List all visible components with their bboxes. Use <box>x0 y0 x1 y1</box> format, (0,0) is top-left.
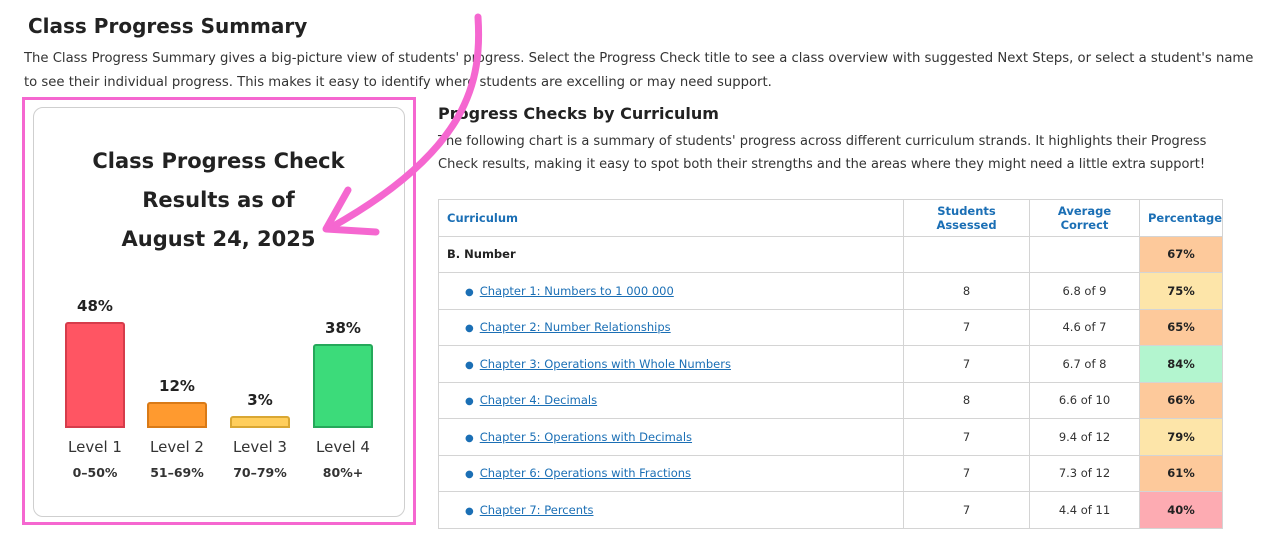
level-3-value-label: 3% <box>247 391 273 409</box>
chapter-link[interactable]: Chapter 5: Operations with Decimals <box>479 429 693 444</box>
header-percentage: Percentage <box>1140 200 1223 237</box>
chapter-cell <box>439 419 904 456</box>
chapter-link[interactable]: Chapter 7: Percents <box>479 502 594 517</box>
chapter-cell <box>439 346 904 383</box>
table-row <box>439 455 1223 492</box>
students-assessed-cell: 7 <box>904 492 1030 529</box>
section-title: Progress Checks by Curriculum <box>438 104 719 123</box>
level-2-value-label: 12% <box>159 376 195 395</box>
average-correct-cell: 6.6 of 10 <box>1030 382 1140 419</box>
level-1-name: Level 1 <box>68 438 122 456</box>
students-assessed-cell: 8 <box>904 273 1030 310</box>
bullet-icon: ● <box>465 286 474 298</box>
students-assessed-cell: 7 <box>904 346 1030 383</box>
chapter-cell <box>439 382 904 419</box>
level-2-range: 51–69% <box>150 465 204 480</box>
percentage-cell: 65% <box>1140 309 1223 346</box>
percentage-cell: 61% <box>1140 455 1223 492</box>
chapter-link[interactable]: Chapter 1: Numbers to 1 000 000 <box>479 283 674 298</box>
section-description: The following chart is a summary of students' progress across different curriculum strands. It highlights their Progress Check results, making it easy to spot both their strengths and the areas where they might need a little extra support! <box>438 134 1207 172</box>
level-1-bar <box>65 322 125 428</box>
curriculum-table <box>438 199 1223 529</box>
level-4-bar <box>313 344 373 428</box>
table-row <box>439 309 1223 346</box>
level-3-name: Level 3 <box>233 438 287 456</box>
chapter-cell <box>439 273 904 310</box>
strand-average <box>1030 236 1140 273</box>
page-title: Class Progress Summary <box>28 14 308 38</box>
average-correct-cell: 6.8 of 9 <box>1030 273 1140 310</box>
percentage-cell: 75% <box>1140 273 1223 310</box>
level-2-name: Level 2 <box>150 438 204 456</box>
chapter-cell <box>439 309 904 346</box>
header-average-correct: Average Correct <box>1030 200 1140 237</box>
bullet-icon: ● <box>465 396 474 408</box>
strand-row <box>439 236 1223 273</box>
strand-students <box>904 236 1030 273</box>
average-correct-cell: 9.4 of 12 <box>1030 419 1140 456</box>
level-1-value-label: 48% <box>77 297 113 315</box>
card-title-line-2: Results as of <box>142 188 295 212</box>
bullet-icon: ● <box>465 432 474 444</box>
header-students-assessed: Students Assessed <box>904 200 1030 237</box>
percentage-cell: 84% <box>1140 346 1223 383</box>
students-assessed-cell: 7 <box>904 419 1030 456</box>
bullet-icon: ● <box>465 469 474 481</box>
level-2-bar <box>147 402 207 429</box>
table-header-row <box>439 200 1223 237</box>
percentage-cell: 66% <box>1140 382 1223 419</box>
card-title[interactable] <box>0 142 437 259</box>
header-curriculum: Curriculum <box>439 200 904 237</box>
table-row <box>439 382 1223 419</box>
level-1-range: 0–50% <box>72 465 118 480</box>
level-4-range: 80%+ <box>322 465 364 480</box>
chapter-cell <box>439 455 904 492</box>
average-correct-cell: 4.6 of 7 <box>1030 309 1140 346</box>
bullet-icon: ● <box>465 323 474 335</box>
table-row <box>439 419 1223 456</box>
chapter-link[interactable]: Chapter 4: Decimals <box>479 393 598 408</box>
chapter-link[interactable]: Chapter 2: Number Relationships <box>479 320 671 335</box>
level-4-name: Level 4 <box>316 438 370 456</box>
average-correct-cell: 4.4 of 11 <box>1030 492 1140 529</box>
bullet-icon: ● <box>465 505 474 517</box>
table-row <box>439 273 1223 310</box>
students-assessed-cell: 7 <box>904 455 1030 492</box>
level-3-range: 70–79% <box>233 465 287 480</box>
strand-percentage: 67% <box>1140 236 1223 273</box>
average-correct-cell: 6.7 of 8 <box>1030 346 1140 383</box>
table-row <box>439 492 1223 529</box>
percentage-cell: 40% <box>1140 492 1223 529</box>
chapter-link[interactable]: Chapter 6: Operations with Fractions <box>479 466 692 481</box>
card-title-line-3: August 24, 2025 <box>121 227 316 251</box>
percentage-cell: 79% <box>1140 419 1223 456</box>
strand-name: B. Number <box>439 236 904 273</box>
average-correct-cell: 7.3 of 12 <box>1030 455 1140 492</box>
level-4-value-label: 38% <box>325 319 361 338</box>
bullet-icon: ● <box>465 359 474 371</box>
card-title-line-1: Class Progress Check <box>92 149 345 173</box>
students-assessed-cell: 8 <box>904 382 1030 419</box>
page-description: The Class Progress Summary gives a big-picture view of students' progress. Select the Progress Check title to see a class overview with suggested Next Steps, or select a student's name to see their individual progress. This makes it easy to identify where students are excelling or may need support. <box>24 51 1254 90</box>
students-assessed-cell: 7 <box>904 309 1030 346</box>
table-row <box>439 346 1223 383</box>
level-3-bar <box>230 416 290 428</box>
chapter-cell <box>439 492 904 529</box>
chapter-link[interactable]: Chapter 3: Operations with Whole Numbers <box>479 356 731 371</box>
